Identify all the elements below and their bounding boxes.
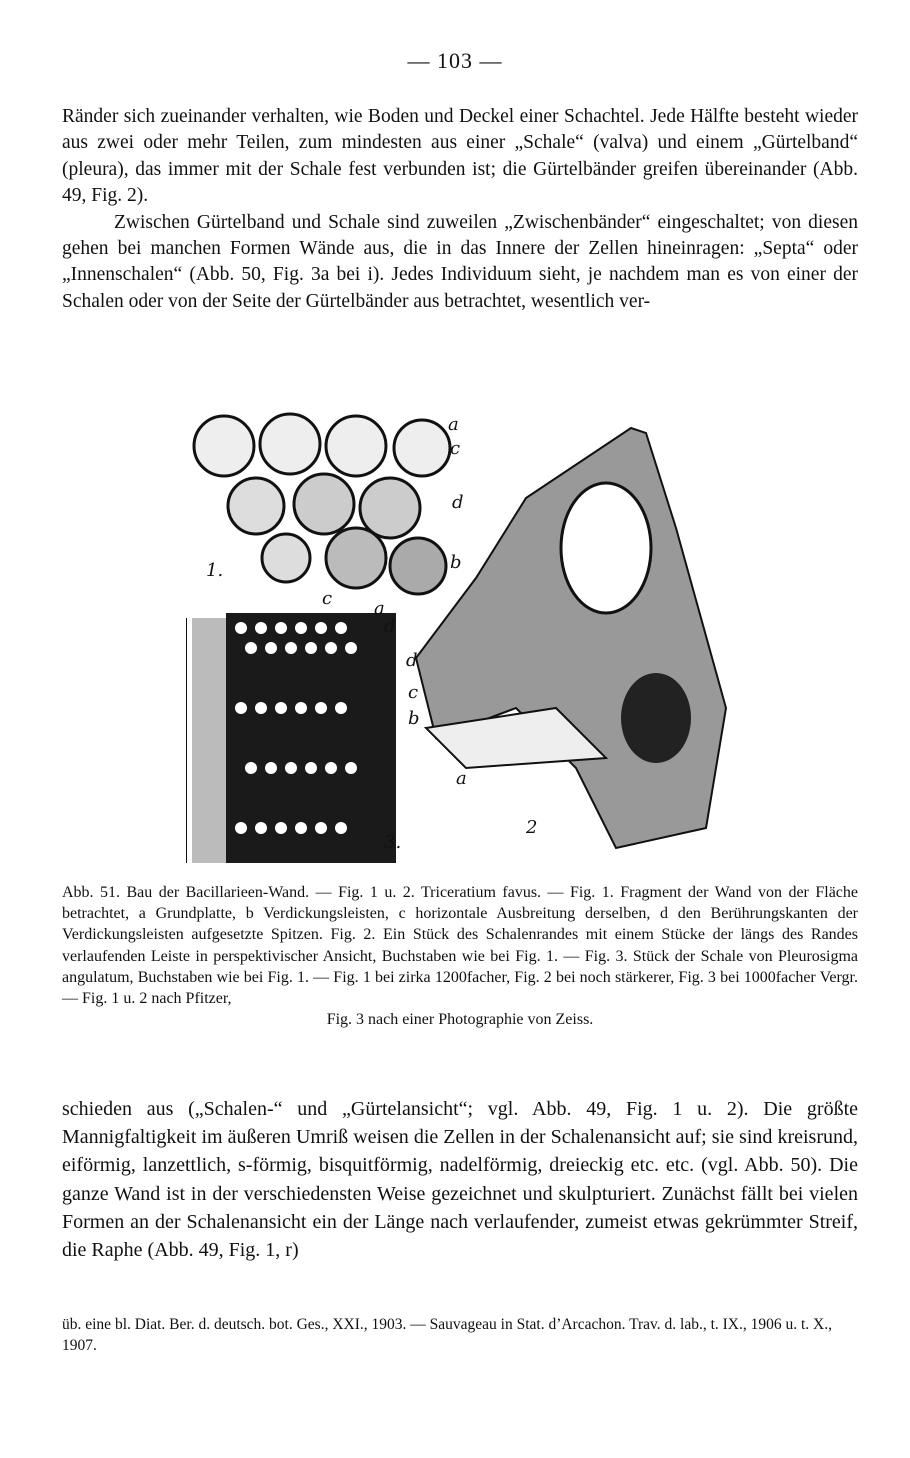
paragraph-2: Zwischen Gürtelband und Schale sind zuweilen „Zwischenbänder“ eingeschaltet; von diesen gehen bei manchen Formen Wände aus, die in das Innere der Zellen hineinragen: „Septa“ oder „Innenschalen“ (Abb. 50, Fig. 3a bei i). Jedes Individuum sieht, je nachdem man es von einer der Schalen oder von der Seite der Gürtelbänder aus betrachtet, wesentlich ver-: [62, 211, 858, 312]
fig3-label-c: c: [322, 588, 333, 609]
fig2-opening-upper: [561, 483, 651, 613]
fig3-label-a: a: [374, 598, 385, 619]
fig3-number-label: 3.: [384, 832, 402, 853]
fig2-opening-lower: [621, 673, 691, 763]
figure-caption: [62, 882, 858, 1030]
fig1-label-d: d: [452, 492, 464, 513]
paragraph-1: Ränder sich zueinander verhalten, wie Boden und Deckel einer Schachtel. Jede Hälfte besteht wieder aus zwei oder mehr Teilen, zum mindesten aus einer „Schale“ (valva) und einem „Gürtelband“ (pleura), das immer mit der Schale fest verbunden ist; die Gürtelbänder greifen übereinander (Abb. 49, Fig. 2).: [62, 106, 858, 207]
page-number: — 103 —: [407, 48, 503, 73]
caption-text: Abb. 51. Bau der Bacillarieen-Wand. — Fig. 1 u. 2. Triceratium favus. — Fig. 1. Fragment der Wand von der Fläche betrachtet, a Grundplatte, b Verdickungsleisten, c horizontale Ausbreitung derselben, d den Berührungskanten der Verdickungsleisten aufgesetzte Spitzen. Fig. 2. Ein Stück des Schalenrandes mit einem Stücke der längs des Randes verlaufenden Leiste in perspektivischer Ansicht, Buchstaben wie bei Fig. 1. — Fig. 3. Stück der Schale von Pleurosigma angulatum, Buchstaben wie bei Fig. 1. — Fig. 1 bei zirka 1200facher, Fig. 2 bei noch stärkerer, Fig. 3 bei 1000facher Vergr. — Fig. 1 u. 2 nach Pfitzer,: [62, 884, 858, 1008]
fig1-areolae: [194, 414, 450, 594]
fig2-label-c: c: [408, 682, 419, 703]
figure-abb-51: [186, 408, 876, 868]
fig1-label-a: a: [448, 414, 459, 435]
fig3-edge: [192, 618, 226, 863]
fig2-label-a: a: [456, 768, 467, 789]
fig2-label-d: d: [406, 650, 418, 671]
figure-illustration: [186, 408, 876, 868]
fig1-label-b: b: [450, 552, 462, 573]
body-text-top: [62, 104, 858, 315]
fig2-label-b: b: [408, 708, 420, 729]
body-text-bottom: [62, 1095, 858, 1264]
fig2-number-label: 2: [526, 817, 538, 838]
fig1-number-label: 1.: [206, 560, 224, 581]
footnote: üb. eine bl. Diat. Ber. d. deutsch. bot. Ges., XXI., 1903. — Sauvageau in Stat. d’Arcachon. Trav. d. lab., t. IX., 1906 u. t. X., 1907.: [62, 1316, 833, 1354]
paragraph-3: schieden aus („Schalen-“ und „Gürtelansicht“; vgl. Abb. 49, Fig. 1 u. 2). Die größte Mannigfaltigkeit im äußeren Umriß weisen die Zellen in der Schalenansicht auf; sie sind kreisrund, eiförmig, lanzettlich, s-förmig, bisquitförmig, nadelförmig, dreieckig etc. etc. (vgl. Abb. 50). Die ganze Wand ist in der verschiedensten Weise gezeichnet und skulpturiert. Zunächst fällt bei vielen Formen an der Schalenansicht ein der Länge nach verlaufender, zumeist etwas gekrümmter Streif, die Raphe (Abb. 49, Fig. 1, r): [62, 1098, 858, 1262]
fig3-label-d: d: [384, 616, 396, 637]
caption-last-line: Fig. 3 nach einer Photographie von Zeiss.: [326, 1011, 594, 1029]
fig1-label-c: c: [450, 438, 461, 459]
